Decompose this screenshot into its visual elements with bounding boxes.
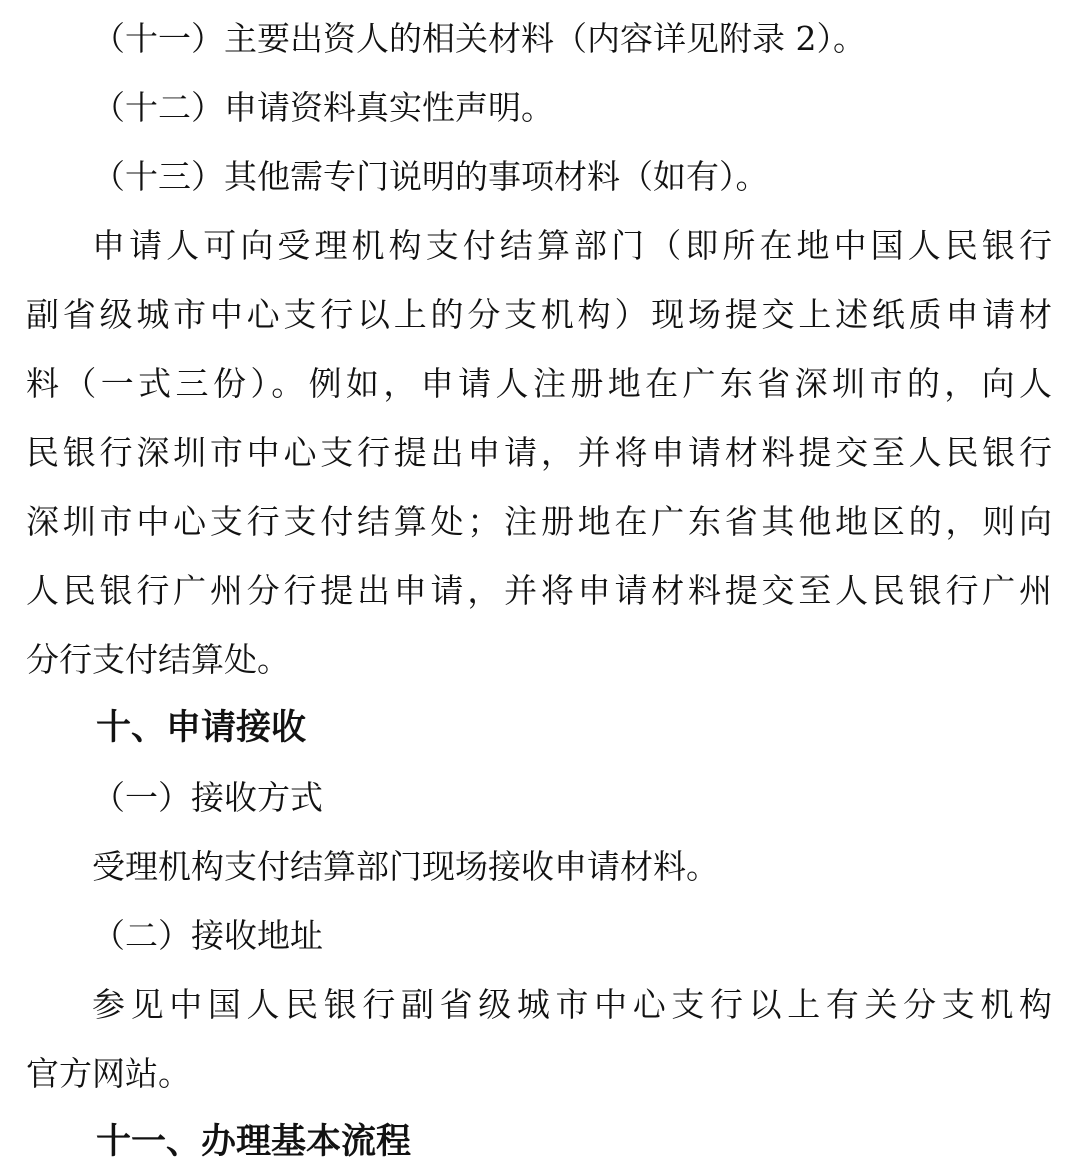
section-heading-basic-process: 十一、办理基本流程 — [96, 1122, 412, 1162]
subsection-heading-receipt-address: （二）接收地址 — [92, 916, 323, 955]
section-heading-application-receipt: 十、申请接收 — [96, 708, 307, 748]
subsection-body-receipt-method: 受理机构支付结算部门现场接收申请材料。 — [92, 847, 719, 886]
subsection-heading-receipt-method: （一）接收方式 — [92, 778, 323, 817]
list-item-13: （十三）其他需专门说明的事项材料（如有）。 — [92, 157, 769, 196]
submission-paragraph-line: 申请人可向受理机构支付结算部门（即所在地中国人民银行 — [92, 226, 1052, 265]
submission-paragraph-line: 民银行深圳市中心支行提出申请，并将申请材料提交至人民银行 — [26, 433, 1052, 472]
list-item-12: （十二）申请资料真实性声明。 — [92, 88, 554, 127]
submission-paragraph-line: 料（一式三份）。例如，申请人注册地在广东省深圳市的，向人 — [26, 364, 1052, 403]
submission-paragraph-line: 人民银行广州分行提出申请，并将申请材料提交至人民银行广州 — [26, 571, 1052, 610]
submission-paragraph-line: 深圳市中心支行支付结算处；注册地在广东省其他地区的，则向 — [26, 502, 1052, 541]
subsection-body-receipt-address-line: 官方网站。 — [26, 1054, 191, 1093]
list-item-11: （十一）主要出资人的相关材料（内容详见附录 2）。 — [92, 19, 866, 58]
submission-paragraph-line: 分行支付结算处。 — [26, 640, 290, 679]
subsection-body-receipt-address-line: 参见中国人民银行副省级城市中心支行以上有关分支机构 — [92, 985, 1052, 1024]
submission-paragraph-line: 副省级城市中心支行以上的分支机构）现场提交上述纸质申请材 — [26, 295, 1052, 334]
